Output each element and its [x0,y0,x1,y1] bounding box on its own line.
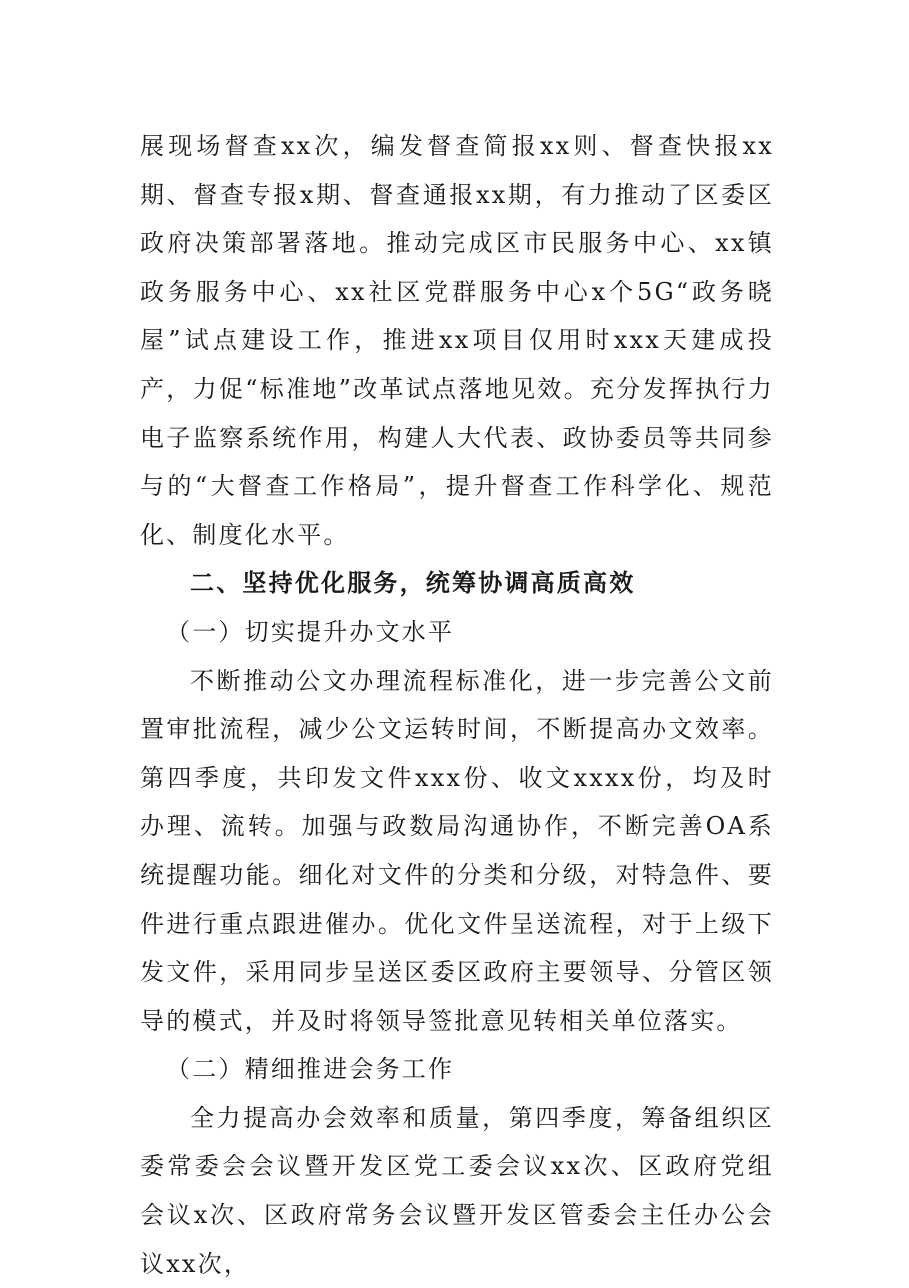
document-body [140,122,774,1288]
subsection-2-body: 全力提高办会效率和质量，第四季度，筹备组织区委常委会会议暨开发区党工委会议xx次、区政府党组会议x次、区政府常务会议暨开发区管委会主任办公会议xx次， [140,1103,774,1278]
subsection-1-body: 不断推动公文办理流程标准化，进一步完善公文前置审批流程，减少公文运转时间，不断提高办文效率。第四季度，共印发文件xxx份、收文xxxx份，均及时办理、流转。加强与政数局沟通协作，不断完善OA系统提醒功能。细化对文件的分类和分级，对特急件、要件进行重点跟进催办。优化文件呈送流程，对于上级下发文件，采用同步呈送区委区政府主要领导、分管区领导的模式，并及时将领导签批意见转相关单位落实。 [140,666,774,1035]
paragraph-continued: 展现场督查xx次，编发督查简报xx则、督查快报xx期、督查专报x期、督查通报xx期，有力推动了区委区政府决策部署落地。推动完成区市民服务中心、xx镇政务服务中心、xx社区党群服务中心x个5G“政务晓屋”试点建设工作，推进xx项目仅用时xxx天建成投产，力促“标准地”改革试点落地见效。充分发挥执行力电子监察系统作用，构建人大代表、政协委员等共同参与的“大督查工作格局”，提升督查工作科学化、规范化、制度化水平。 [140,132,774,549]
subsection-2-title: （二）精细推进会务工作 [166,1055,455,1084]
section-heading: 二、坚持优化服务，统筹协调高质高效 [190,569,636,598]
subsection-1-title: （一）切实提升办文水平 [166,617,455,646]
